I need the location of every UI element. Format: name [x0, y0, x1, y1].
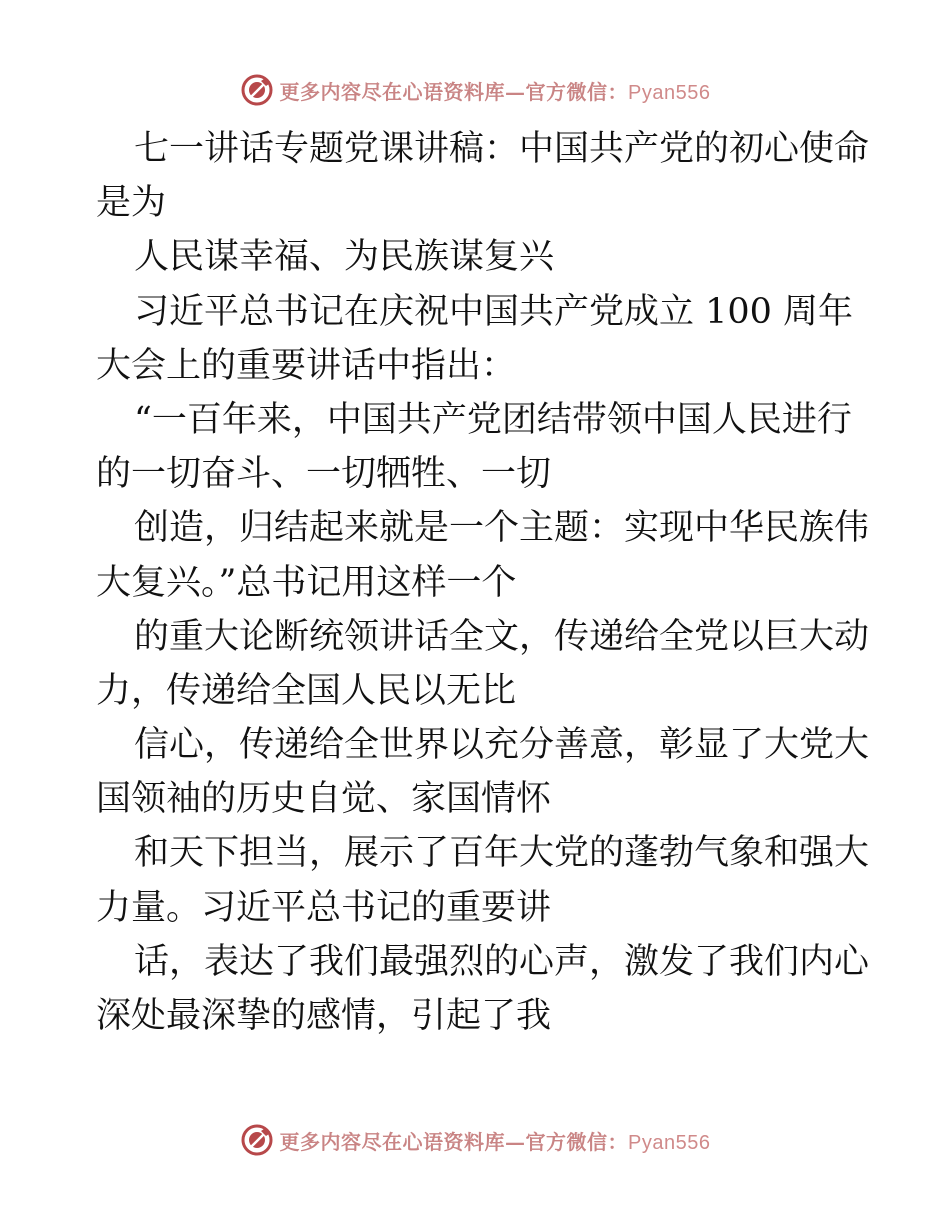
title-line-2: 是为 — [96, 183, 167, 224]
footer-banner — [0, 1120, 950, 1160]
title-line-3: 人民谋幸福、为民族谋复兴 — [134, 237, 555, 278]
paragraph-line: 信心，传递给全世界以充分善意，彰显了大党大 — [134, 725, 870, 766]
paragraph-line: 大复兴。”总书记用这样一个 — [96, 562, 517, 603]
banner-text — [280, 1126, 711, 1155]
header-banner — [0, 70, 950, 110]
paragraph-line: 话，表达了我们最强烈的心声，激发了我们内心 — [134, 941, 870, 982]
paragraph-line: 力量。习近平总书记的重要讲 — [96, 887, 552, 928]
seal-logo-icon — [240, 1123, 274, 1157]
paragraph-line: 习近平总书记在庆祝中国共产党成立 100 周年 — [134, 291, 854, 332]
paragraph-line: 力，传递给全国人民以无比 — [96, 670, 517, 711]
paragraph-line: “一百年来，中国共产党团结带领中国人民进行 — [134, 399, 852, 440]
banner-text-cn: 更多内容尽在心语资料库—官方微信： — [279, 79, 629, 104]
document-body — [96, 122, 870, 1043]
paragraph-line: 国领袖的历史自觉、家国情怀 — [96, 779, 552, 820]
banner-wechat-id: Pyan556 — [628, 81, 711, 104]
banner-text — [280, 76, 711, 105]
banner-text-cn: 更多内容尽在心语资料库—官方微信： — [279, 1129, 629, 1154]
paragraph-line: 和天下担当，展示了百年大党的蓬勃气象和强大 — [134, 833, 870, 874]
banner-wechat-id: Pyan556 — [628, 1131, 711, 1154]
paragraph-line: 深处最深挚的感情，引起了我 — [96, 996, 552, 1036]
seal-logo-icon — [240, 73, 274, 107]
paragraph-line: 大会上的重要讲话中指出： — [96, 345, 517, 386]
paragraph-line: 创造，归结起来就是一个主题：实现中华民族伟 — [134, 508, 870, 549]
title-line-1: 七一讲话专题党课讲稿：中国共产党的初心使命 — [134, 129, 870, 169]
paragraph-line: 的重大论断统领讲话全文，传递给全党以巨大动 — [134, 616, 870, 657]
paragraph-line: 的一切奋斗、一切牺牲、一切 — [96, 454, 552, 495]
